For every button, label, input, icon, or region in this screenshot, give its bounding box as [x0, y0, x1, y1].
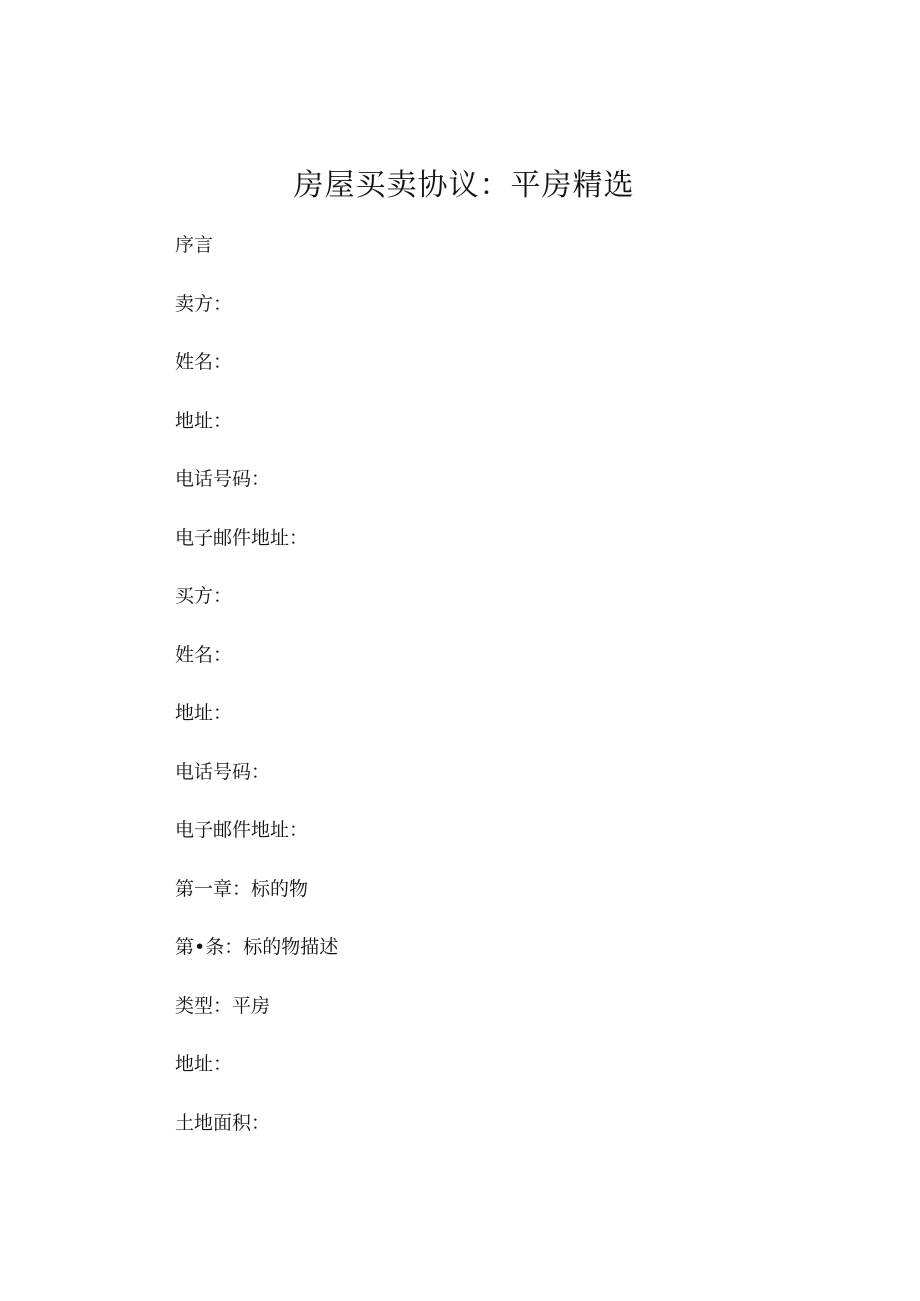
property-type-line: 类型：平房 [175, 995, 271, 1017]
buyer-name-label: 姓名： [175, 644, 233, 666]
seller-address-label: 地址： [175, 410, 233, 432]
seller-phone-label: 电话号码： [175, 468, 271, 490]
document-title: 房屋买卖协议：平房精选 [293, 168, 635, 203]
seller-label: 卖方： [175, 293, 233, 315]
buyer-phone-label: 电话号码： [175, 761, 271, 783]
buyer-address-label: 地址： [175, 702, 233, 724]
buyer-email-label: 电子邮件地址： [175, 819, 309, 841]
buyer-label: 买方： [175, 585, 233, 607]
preface-heading: 序言 [175, 234, 214, 256]
seller-name-label: 姓名： [175, 351, 233, 373]
seller-email-label: 电子邮件地址： [175, 527, 309, 549]
property-address-label: 地址： [175, 1053, 233, 1075]
article-one-heading: 第•条：标的物描述 [175, 936, 339, 958]
land-area-label: 土地面积： [175, 1112, 271, 1134]
chapter-one-heading: 第一章：标的物 [175, 878, 309, 900]
